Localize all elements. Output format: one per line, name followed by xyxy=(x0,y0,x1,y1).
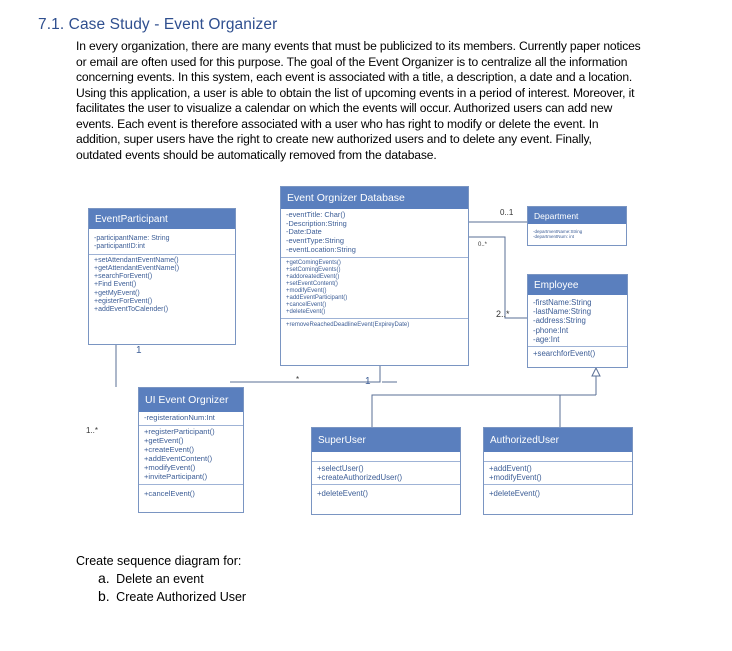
attribute: -eventType:String xyxy=(286,236,344,246)
paragraph-line: In every organization, there are many events that must be publicized to its members. Currently paper notices xyxy=(76,39,641,53)
attribute: -address:String xyxy=(533,316,586,326)
attribute: -participantID:int xyxy=(94,243,145,251)
method: +setComingEvents() xyxy=(286,266,341,273)
multiplicity-label: 1 xyxy=(136,345,142,356)
class-header: EventParticipant xyxy=(89,209,235,229)
methods-section xyxy=(89,255,235,317)
empty-attributes-section xyxy=(484,452,632,462)
attribute: -eventLocation:String xyxy=(286,244,356,254)
extra-section xyxy=(312,485,460,500)
method: +registerParticipant() xyxy=(144,426,215,436)
extra-section xyxy=(139,485,243,501)
method: +createEvent() xyxy=(144,444,195,454)
task-item xyxy=(76,570,246,588)
method: +setAttendantEventName() xyxy=(94,256,179,264)
class-employee xyxy=(527,274,628,368)
attribute: -registerationNum:Int xyxy=(144,413,215,422)
attribute: -age:Int xyxy=(533,334,560,344)
method: +searchForEvent() xyxy=(94,273,153,280)
method: +selectUser() xyxy=(317,464,364,473)
empty-attributes-section xyxy=(312,452,460,462)
method: +getAttendantEventName() xyxy=(94,264,180,272)
attributes-section xyxy=(528,224,626,242)
attribute: -phone:Int xyxy=(533,325,569,335)
method: +deleteEvent() xyxy=(317,489,368,499)
attribute: -participantName: String xyxy=(94,235,170,242)
attribute: -Description:String xyxy=(286,218,347,228)
method: +getMyEvent() xyxy=(94,289,140,297)
method: +searchforEvent() xyxy=(533,348,596,358)
method: +addEvent() xyxy=(489,464,532,473)
class-header: Department xyxy=(528,207,626,224)
task-text: Delete an event xyxy=(116,572,204,586)
attribute: -departmentNum: int xyxy=(533,234,575,240)
methods-section xyxy=(484,462,632,485)
method: +modifyEvent() xyxy=(489,473,542,483)
methods-section xyxy=(139,426,243,485)
class-department xyxy=(527,206,627,246)
method: +deleteEvent() xyxy=(286,309,326,316)
attribute: -lastName:String xyxy=(533,307,592,317)
extra-section xyxy=(484,485,632,500)
class-header: Employee xyxy=(528,275,627,295)
class-header: SuperUser xyxy=(312,428,460,452)
method: +deleteEvent() xyxy=(489,489,540,499)
methods-section xyxy=(281,258,468,320)
methods-section xyxy=(312,462,460,485)
method: +modifyEvent() xyxy=(144,462,196,472)
task-text: Create Authorized User xyxy=(116,590,247,604)
attribute: -eventTitle: Char() xyxy=(286,210,346,219)
paragraph-line: Using this application, a user is able to obtain the list of upcoming events in a period of interest. Moreover, it xyxy=(76,85,635,100)
multiplicity-label: 0..1 xyxy=(500,208,514,217)
method: +modifyEvent() xyxy=(286,287,327,294)
multiplicity-label: 1 xyxy=(365,376,371,387)
class-header: AuthorizedUser xyxy=(484,428,632,452)
attribute: -firstName:String xyxy=(533,298,592,307)
class-super-user xyxy=(311,427,461,515)
class-ui-event-organizer xyxy=(138,387,244,513)
multiplicity-label: 2..* xyxy=(496,309,510,319)
method: +removeReachedDeadlineEvent(ExpireyDate) xyxy=(286,322,410,329)
task-letter: a. xyxy=(98,570,110,586)
method: +addoreatedEvent() xyxy=(286,273,340,280)
multiplicity-label: 0..* xyxy=(478,242,488,248)
section-heading: 7.1. Case Study - Event Organizer xyxy=(38,16,278,33)
generalization-arrowhead xyxy=(592,368,600,376)
class-event-participant xyxy=(88,208,236,345)
assoc-ui-db xyxy=(230,366,380,382)
attribute: -Date:Date xyxy=(286,227,322,237)
multiplicity-label: 1..* xyxy=(86,426,99,435)
paragraph-line: events. Each event is therefore associated with a user who has right to modify or delete the event. In xyxy=(76,116,599,131)
method: +inviteParticipant() xyxy=(144,471,208,481)
method: +egisterForEvent() xyxy=(94,297,153,305)
paragraph-line: outdated events should be automatically removed from the database. xyxy=(76,147,437,162)
assoc-db-employee xyxy=(469,237,527,318)
method: +getEvent() xyxy=(144,435,184,445)
method: +cancelEvent() xyxy=(144,488,195,498)
method: +setEventContent() xyxy=(286,280,338,287)
method: +getComingEvents() xyxy=(286,259,341,266)
generalization-superuser xyxy=(372,395,596,427)
attributes-section xyxy=(528,295,627,347)
extra-section xyxy=(281,319,468,331)
class-event-database xyxy=(280,186,469,366)
method: +addEventToCalender() xyxy=(94,306,169,313)
attribute: -departmentName:String xyxy=(533,229,583,234)
sequence-diagram-tasks xyxy=(76,553,246,606)
attributes-section xyxy=(89,229,235,255)
method: +addEventParticipant() xyxy=(286,295,348,302)
methods-section xyxy=(528,347,627,360)
tasks-intro: Create sequence diagram for: xyxy=(76,554,242,568)
class-header: Event Orgnizer Database xyxy=(281,187,468,209)
task-item xyxy=(76,588,246,606)
method: +Find Event() xyxy=(94,281,137,289)
attributes-section xyxy=(281,209,468,258)
class-header: UI Event Orgnizer xyxy=(139,388,243,412)
paragraph-line: addition, super users have the right to create new authorized users and to delete any event. Finally, xyxy=(76,132,592,146)
task-letter: b. xyxy=(98,588,110,604)
paragraph-line: concerning events. In this system, each event is associated with a title, a description, a date and a location. xyxy=(76,70,633,84)
method: +cancelEvent() xyxy=(286,302,327,309)
paragraph-line: or email are often used for this purpose. The goal of the Event Organizer is to centralize all the information xyxy=(76,54,628,69)
multiplicity-label: * xyxy=(296,375,300,384)
paragraph-line: facilitates the user to visualize a calendar on which the events will occur. Authorized users can add new xyxy=(76,101,613,115)
attributes-section xyxy=(139,412,243,426)
class-authorized-user xyxy=(483,427,633,515)
method: +addEventContent() xyxy=(144,453,213,463)
method: +createAuthorizedUser() xyxy=(317,473,403,483)
